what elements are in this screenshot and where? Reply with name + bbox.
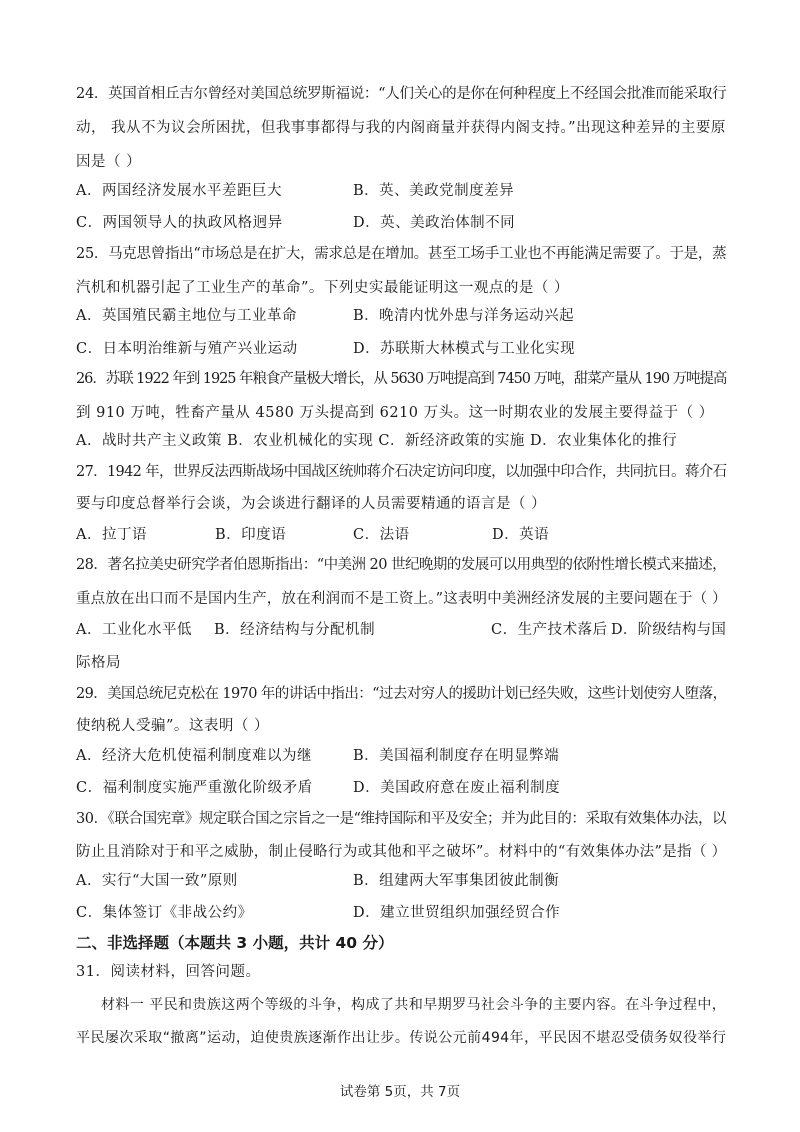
q27-option-c: C．法语	[353, 527, 410, 543]
q29-stem-line1: 29．美国总统尼克松在 1970 年的讲话中指出：“过去对穷人的援助计划已经失败，这些计划使穷人堕落，	[76, 686, 727, 702]
section-title-nonchoice: 二、非选择题（本题共 3 小题，共计 40 分）	[76, 934, 394, 952]
q31-material-line2: 平民屡次采取“撤离”运动，迫使贵族逐渐作出让步。传说公元前494年，平民因不堪忍受债务奴役举行	[76, 1030, 727, 1046]
q30-option-d: D．建立世贸组织加强经贸合作	[353, 905, 561, 921]
q27-stem-line1: 27．1942 年，世界反法西斯战场中国战区统帅蒋介石决定访问印度，以加强中印合作，共同抗日。蒋介石	[76, 464, 727, 480]
q25-stem-line1: 25．马克思曾指出“市场总是在扩大，需求总是在增加。甚至工场手工业也不再能满足需要了。于是，蒸	[76, 246, 727, 262]
q28-stem-line1: 28．著名拉美史研究学者伯恩斯指出：“中美洲 20 世纪晚期的发展可以用典型的依附性增长模式来描述，	[76, 557, 727, 573]
q30-option-c: C．集体签订《非战公约》	[76, 905, 253, 921]
q27-option-b: B．印度语	[215, 527, 287, 543]
q30-option-b: B．组建两大军事集团彼此制衡	[353, 873, 560, 889]
q30-stem-line1: 30．《联合国宪章》规定联合国之宗旨之一是“维持国际和平及安全；并为此目的：采取有效集体办法，以	[76, 811, 727, 827]
q28-option-a: A．工业化水平低	[76, 622, 192, 638]
q25-option-a: A．英国殖民霸主地位与工业革命	[76, 308, 297, 324]
q24-option-c: C．两国领导人的执政风格迥异	[76, 215, 283, 231]
q29-option-a: A．经济大危机使福利制度难以为继	[76, 748, 312, 764]
q29-option-c: C．福利制度实施严重激化阶级矛盾	[76, 780, 313, 796]
q27-option-a: A．拉丁语	[76, 527, 147, 543]
q27-stem-line2: 要与印度总督举行会谈，为会谈进行翻译的人员需要精通的语言是（ ）	[76, 496, 547, 512]
q25-option-c: C．日本明治维新与殖产兴业运动	[76, 341, 298, 357]
q28-option-b: B．经济结构与分配机制	[214, 622, 376, 638]
q25-option-b: B．晚清内忧外患与洋务运动兴起	[353, 308, 575, 324]
q26-stem-line1: 26．苏联 1922 年到 1925 年粮食产量极大增长，从 5630 万吨提高到 7450 万吨，甜菜产量从 190 万吨提高	[76, 371, 727, 387]
q28-option-c: C．生产技术落后	[491, 622, 608, 638]
q29-option-b: B．美国福利制度存在明显弊端	[353, 748, 560, 764]
q31-prompt: 31．阅读材料，回答问题。	[76, 964, 261, 980]
q26-options: A．战时共产主义政策 B．农业机械化的实现 C．新经济政策的实施 D．农业集体化的推行	[76, 433, 678, 449]
q28-option-d-continued: 际格局	[76, 655, 121, 671]
q28-stem-line2: 重点放在出口而不是国内生产，放在利润而不是工资上。”这表明中美洲经济发展的主要问题在于（ ）	[76, 591, 727, 607]
q24-option-b: B．英、美政党制度差异	[353, 183, 515, 199]
q24-stem-line2: 动， 我从不为议会所困扰，但我事事都得与我的内阁商量并获得内阁支持。”出现这种差异的主要原	[76, 120, 726, 136]
q29-stem-line2: 使纳税人受骗”。这表明（ ）	[76, 718, 270, 734]
q25-stem-line2: 汽机和机器引起了工业生产的革命”。下列史实最能证明这一观点的是（ ）	[76, 280, 570, 296]
q28-option-d: D．阶级结构与国	[611, 622, 727, 638]
q30-stem-line2: 防止且消除对于和平之威胁，制止侵略行为或其他和平之破坏”。材料中的“有效集体办法”是指（ ）	[76, 844, 727, 860]
q30-option-a: A．实行“大国一致”原则	[76, 873, 238, 889]
page-footer: 试卷第 5页，共 7页	[339, 1084, 461, 1100]
q24-stem-line3: 因是（ ）	[76, 154, 142, 170]
q31-material-line1: 材料一 平民和贵族这两个等级的斗争，构成了共和早期罗马社会斗争的主要内容。在斗争过程中，	[101, 997, 727, 1013]
q24-option-d: D．英、美政治体制不同	[353, 215, 516, 231]
q29-option-d: D．美国政府意在废止福利制度	[353, 780, 561, 796]
q24-option-a: A．两国经济发展水平差距巨大	[76, 183, 282, 199]
q24-stem-line1: 24．英国首相丘吉尔曾经对美国总统罗斯福说：“人们关心的是你在何种程度上不经国会批准而能采取行	[76, 86, 727, 102]
q25-option-d: D．苏联斯大林模式与工业化实现	[353, 341, 576, 357]
q26-stem-line2: 到 910 万吨，牲畜产量从 4580 万头提高到 6210 万头。这一时期农业的发展主要得益于（ ）	[76, 405, 714, 421]
q27-option-d: D．英语	[492, 527, 550, 543]
